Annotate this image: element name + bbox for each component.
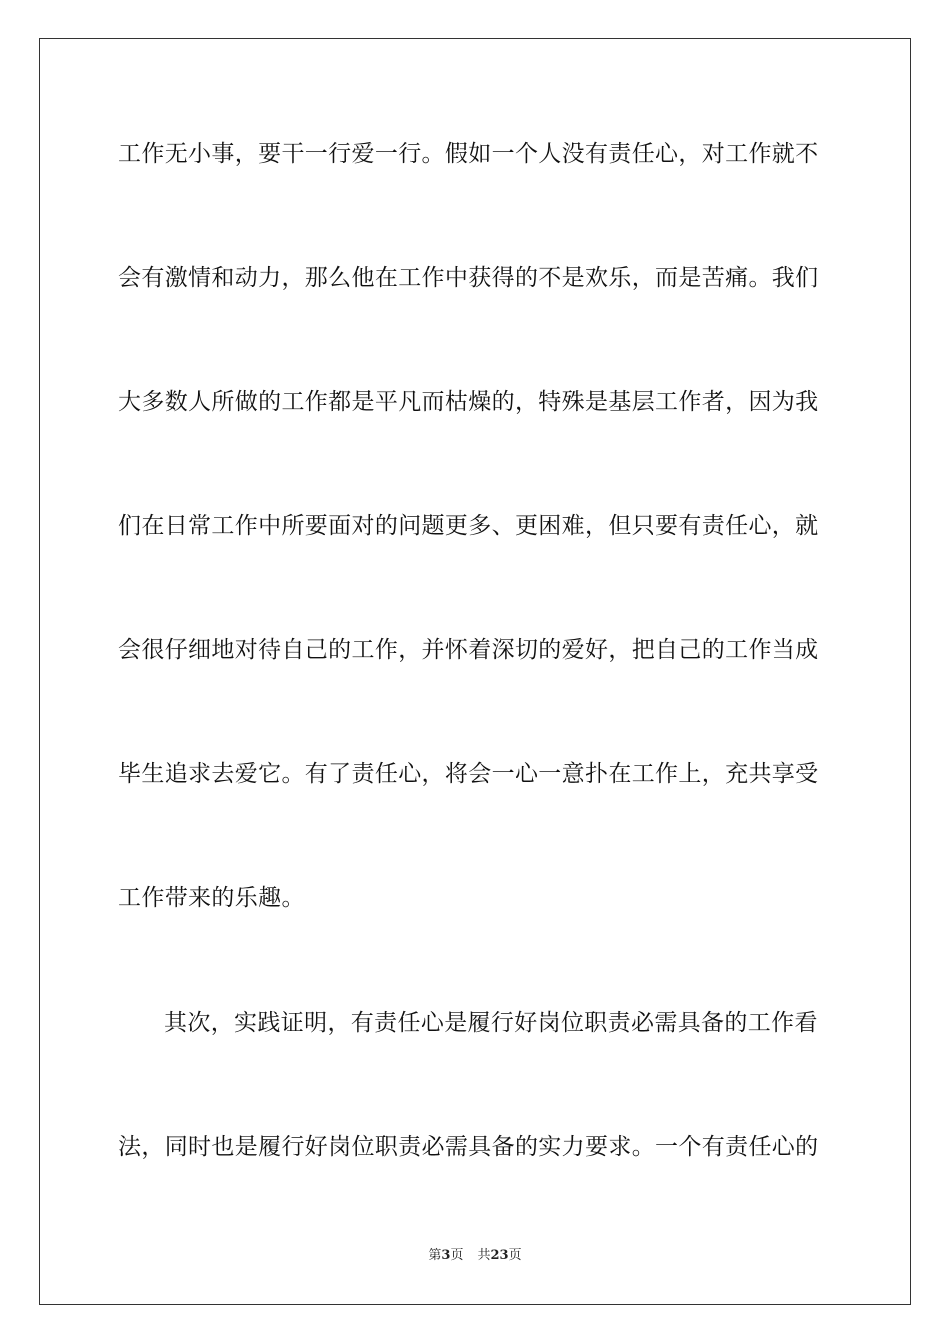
body-text-line: 工作带来的乐趣。 xyxy=(118,885,305,911)
page-label-prefix: 第 xyxy=(428,1248,442,1263)
body-text-line: 工作无小事，要干一行爱一行。假如一个人没有责任心，对工作就不 xyxy=(118,141,819,167)
total-pages: 23 xyxy=(490,1248,509,1263)
page-number: 3 xyxy=(441,1248,451,1263)
body-text-line: 会有激情和动力，那么他在工作中获得的不是欢乐，而是苦痛。我们 xyxy=(118,265,819,291)
page-border xyxy=(39,38,911,1305)
page-label-suffix: 页 xyxy=(450,1248,464,1263)
body-text-line-paragraph-start: 其次，实践证明，有责任心是履行好岗位职责必需具备的工作看 xyxy=(164,1010,818,1036)
body-text-line: 大多数人所做的工作都是平凡而枯燥的，特殊是基层工作者，因为我 xyxy=(118,389,819,415)
body-text-line: 法，同时也是履行好岗位职责必需具备的实力要求。一个有责任心的 xyxy=(118,1134,819,1160)
body-text-line: 毕生追求去爱它。有了责任心，将会一心一意扑在工作上，充共享受 xyxy=(118,761,819,787)
body-text-line: 会很仔细地对待自己的工作，并怀着深切的爱好，把自己的工作当成 xyxy=(118,637,819,663)
page-footer xyxy=(0,1247,950,1265)
total-label-suffix: 页 xyxy=(508,1248,522,1263)
total-label-prefix: 共 xyxy=(477,1248,491,1263)
body-text-line: 们在日常工作中所要面对的问题更多、更困难，但只要有责任心，就 xyxy=(118,513,819,539)
